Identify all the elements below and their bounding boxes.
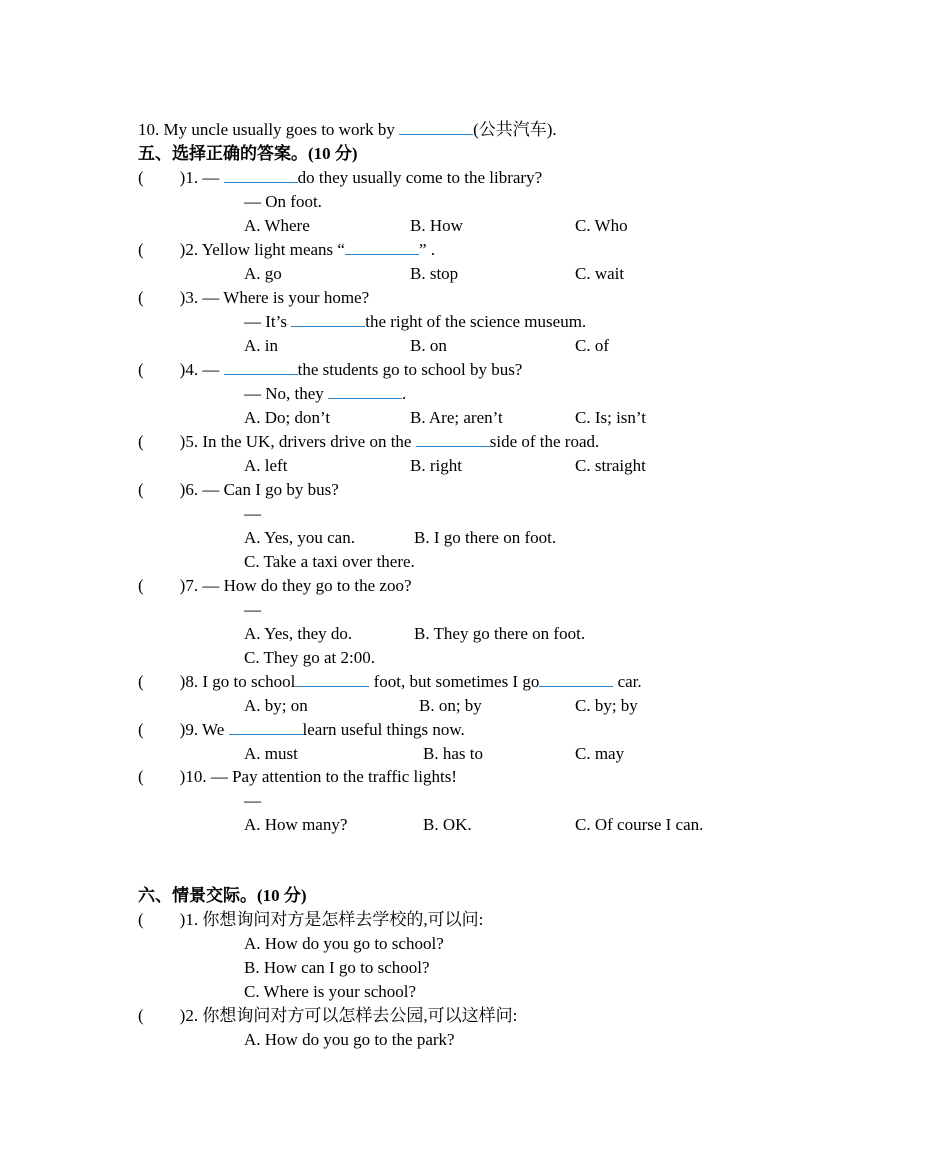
- mc-question-9: ( )9. We learn useful things now.: [138, 720, 465, 739]
- section-6-title: 六、情景交际。(10 分): [138, 886, 307, 905]
- answer-paren[interactable]: (: [138, 720, 144, 739]
- mc-question-7: ( )7. — How do they go to the zoo?: [138, 576, 412, 595]
- option-c[interactable]: C. by; by: [575, 696, 638, 715]
- option-a[interactable]: A. in: [244, 336, 278, 355]
- option-b[interactable]: B. OK.: [423, 815, 472, 834]
- option-b[interactable]: B. I go there on foot.: [414, 528, 557, 547]
- option-a[interactable]: A. Where: [244, 216, 310, 235]
- option-a[interactable]: A. by; on: [244, 696, 308, 715]
- situation-question-2: ( )2. 你想询问对方可以怎样去公园,可以这样问:: [138, 1006, 518, 1025]
- option-c[interactable]: C. Is; isn’t: [575, 408, 647, 427]
- answer-blank[interactable]: [291, 312, 365, 327]
- answer-paren[interactable]: (: [138, 240, 144, 259]
- option-b[interactable]: B. Are; aren’t: [410, 408, 503, 427]
- option-a[interactable]: A. Do; don’t: [244, 408, 331, 427]
- mc-question-5: ( )5. In the UK, drivers drive on the side of the road.: [138, 432, 600, 451]
- option-b[interactable]: B. They go there on foot.: [414, 624, 586, 643]
- dialogue-reply: — It’s the right of the science museum.: [244, 312, 587, 331]
- option-a[interactable]: A. left: [244, 456, 288, 475]
- option-a[interactable]: A. How do you go to school?: [244, 934, 444, 953]
- mc-question-10: ( )10. — Pay attention to the traffic lights!: [138, 767, 457, 786]
- answer-paren[interactable]: (: [138, 480, 144, 499]
- option-c[interactable]: C. They go at 2:00.: [244, 648, 375, 667]
- option-b[interactable]: B. right: [410, 456, 462, 475]
- answer-blank[interactable]: [295, 672, 369, 687]
- dialogue-reply: —: [244, 791, 261, 810]
- mc-question-2: ( )2. Yellow light means “ ” .: [138, 240, 435, 259]
- dialogue-reply: —: [244, 504, 261, 523]
- answer-paren[interactable]: (: [138, 910, 144, 929]
- option-b[interactable]: B. How can I go to school?: [244, 958, 430, 977]
- answer-paren[interactable]: (: [138, 1006, 144, 1025]
- option-a[interactable]: A. How many?: [244, 815, 348, 834]
- option-b[interactable]: B. stop: [410, 264, 459, 283]
- answer-blank[interactable]: [416, 432, 490, 447]
- option-a[interactable]: A. Yes, they do.: [244, 624, 353, 643]
- answer-paren[interactable]: (: [138, 576, 144, 595]
- option-b[interactable]: B. How: [410, 216, 463, 235]
- section-5-title: 五、选择正确的答案。(10 分): [138, 144, 358, 163]
- dialogue-reply: — On foot.: [244, 192, 322, 211]
- dialogue-reply: — No, they .: [244, 384, 407, 403]
- answer-blank[interactable]: [539, 672, 613, 687]
- option-c[interactable]: C. of: [575, 336, 609, 355]
- mc-question-6: ( )6. — Can I go by bus?: [138, 480, 339, 499]
- answer-paren[interactable]: (: [138, 288, 144, 307]
- answer-paren[interactable]: (: [138, 432, 144, 451]
- mc-question-1: ( )1. — do they usually come to the library?: [138, 168, 543, 187]
- answer-blank[interactable]: [224, 168, 298, 183]
- answer-paren[interactable]: (: [138, 168, 144, 187]
- option-a[interactable]: A. Yes, you can.: [244, 528, 355, 547]
- question-10-fill: 10. My uncle usually goes to work by (公共汽车).: [138, 120, 557, 139]
- option-a[interactable]: A. How do you go to the park?: [244, 1030, 455, 1049]
- answer-paren[interactable]: (: [138, 672, 144, 691]
- option-b[interactable]: B. has to: [423, 744, 483, 763]
- option-a[interactable]: A. must: [244, 744, 298, 763]
- dialogue-reply: —: [244, 600, 261, 619]
- option-c[interactable]: C. Take a taxi over there.: [244, 552, 415, 571]
- option-a[interactable]: A. go: [244, 264, 282, 283]
- answer-paren[interactable]: (: [138, 767, 144, 786]
- option-c[interactable]: C. Where is your school?: [244, 982, 417, 1001]
- answer-blank[interactable]: [399, 120, 473, 135]
- mc-question-4: ( )4. — the students go to school by bus?: [138, 360, 523, 379]
- situation-question-1: ( )1. 你想询问对方是怎样去学校的,可以问:: [138, 910, 484, 929]
- mc-question-8: ( )8. I go to school foot, but sometimes I go car.: [138, 672, 642, 691]
- option-c[interactable]: C. may: [575, 744, 625, 763]
- option-c[interactable]: C. Of course I can.: [575, 815, 704, 834]
- option-b[interactable]: B. on; by: [419, 696, 482, 715]
- answer-blank[interactable]: [345, 240, 419, 255]
- option-c[interactable]: C. straight: [575, 456, 646, 475]
- mc-question-3: ( )3. — Where is your home?: [138, 288, 370, 307]
- option-c[interactable]: C. wait: [575, 264, 625, 283]
- answer-blank[interactable]: [224, 360, 298, 375]
- option-c[interactable]: C. Who: [575, 216, 628, 235]
- option-b[interactable]: B. on: [410, 336, 447, 355]
- answer-blank[interactable]: [328, 384, 402, 399]
- answer-blank[interactable]: [229, 720, 303, 735]
- answer-paren[interactable]: (: [138, 360, 144, 379]
